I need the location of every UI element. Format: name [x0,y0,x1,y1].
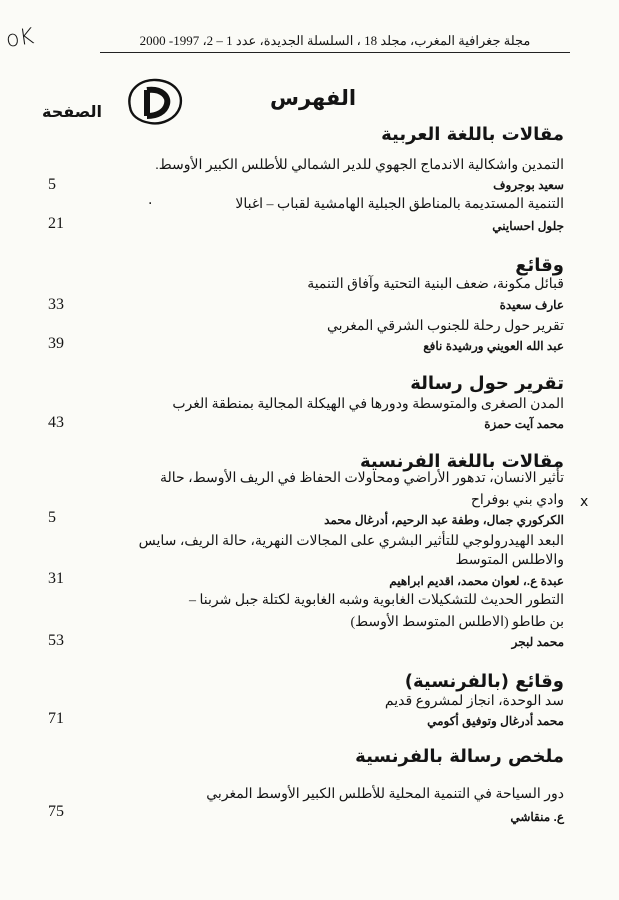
section-heading-french-thesis-summary: ملخص رسالة بالفرنسية [355,746,564,767]
article-title-line: التمدين واشكالية الاندماج الجهوي للدير الشمالي للأطلس الكبير الأوسط. [155,158,564,173]
journal-header: مجلة جغرافية المغرب، مجلد 18 ، السلسلة الجديدة، عدد 1 – 2، 1997- 2000 [100,33,570,53]
page-number: 21 [48,215,64,232]
page-number: 39 [48,335,64,352]
article-title-line: المدن الصغرى والمتوسطة ودورها في الهيكلة المجالية بمنطقة الغرب [172,397,564,412]
section-heading-arabic-articles: مقالات باللغة العربية [381,124,564,145]
margin-dot-mark: · [148,196,153,212]
page-number: 75 [48,803,64,820]
page-title: الفهرس [270,86,357,110]
article-title-line: البعد الهيدرولوجي للتأثير البشري على المجالات النهرية، حالة الريف، سايس [138,534,564,549]
article-author: جلول احسايني [492,219,564,233]
page-number: 53 [48,632,64,649]
page-number: 5 [48,176,56,193]
article-author: عبد الله العويني ورشيدة نافع [423,339,564,353]
article-author: محمد آيت حمزة [484,417,564,431]
section-heading-french-articles: مقالات باللغة الفرنسية [359,451,564,472]
stamp-logo-icon [122,77,186,127]
article-author: الكركوري جمال، وطفة عبد الرحيم، أدرغال محمد [324,513,564,527]
page-number: 33 [48,296,64,313]
article-title-line: دور السياحة في التنمية المحلية للأطلس الكبير الأوسط المغربي [206,787,564,802]
page-column-label: الصفحة [42,102,103,121]
article-title-line: سد الوحدة، انجاز لمشروع قديم [384,694,564,709]
section-heading-thesis-report: تقرير حول رسالة [410,373,564,394]
article-title-line: التنمية المستديمة بالمناطق الجبلية الهامشية لقباب – اغبالا [235,197,564,212]
page-number: 71 [48,710,64,727]
circular-stamp-logo [122,77,186,131]
article-title-line: وادي بني بوفراح [470,493,564,508]
page-number: 5 [48,509,56,526]
margin-x-mark: x [580,494,589,510]
article-author: عبدة ع.، لعوان محمد، اقديم ابراهيم [389,574,564,588]
article-title-line: تأثير الانسان، تدهور الأراضي ومحاولات الحفاظ في الريف الأوسط، حالة [159,471,564,486]
article-title-line: التطور الحديث للتشكيلات الغابوية وشبه الغابوية لكتلة جبل شربنا – [189,593,564,608]
article-author: عارف سعيدة [499,298,564,312]
article-author: محمد لبجر [511,635,564,649]
article-title-line: والاطلس المتوسط [455,553,564,568]
section-heading-french-proceedings: وقائع (بالفرنسية) [404,671,564,692]
handwritten-mark: oK [4,24,36,53]
article-author: سعيد بوجروف [493,178,564,192]
article-author: ع. منقاشي [510,810,564,824]
article-title-line: قبائل مكونة، ضعف البنية التحتية وآفاق التنمية [307,277,564,292]
article-title-line: بن طاطو (الاطلس المتوسط الأوسط) [350,615,564,630]
section-heading-proceedings: وقائع [515,255,564,276]
page-number: 31 [48,570,64,587]
page-number: 43 [48,414,64,431]
article-author: محمد أدرغال وتوفيق أكومي [427,714,564,728]
article-title-line: تقرير حول رحلة للجنوب الشرقي المغربي [326,319,564,334]
